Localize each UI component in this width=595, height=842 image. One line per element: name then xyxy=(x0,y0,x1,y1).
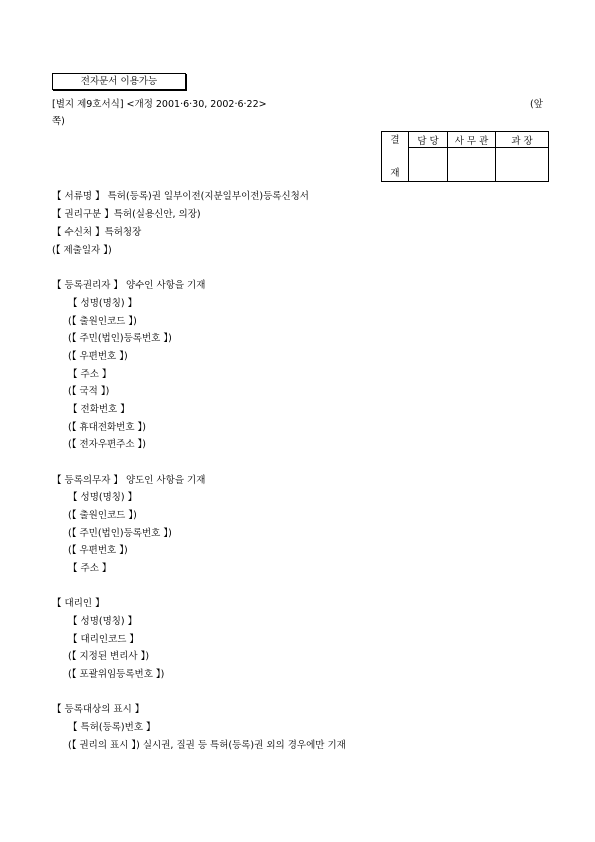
field-item: 【 특허(등록)번호 】 xyxy=(68,722,156,733)
field-item: 【 성명(명칭) 】 xyxy=(68,298,138,309)
approval-label xyxy=(382,132,409,182)
field-item: (【 우편번호 】) xyxy=(68,545,128,556)
field-item: (【 권리의 표시 】) 실시권, 질권 등 특허(등록)권 외의 경우에만 기재 xyxy=(68,740,346,751)
section-heading: 【 대리인 】 xyxy=(52,598,105,609)
approval-col-staff: 담 당 xyxy=(409,132,448,148)
approval-col-chief: 과 장 xyxy=(496,132,549,148)
section-heading: 【 등록대상의 표시 】 xyxy=(52,704,145,715)
field-item: (【 국적 】) xyxy=(68,386,110,397)
field-item: (【 우편번호 】) xyxy=(68,351,128,362)
field-item: (【 지정된 변리사 】) xyxy=(68,651,150,662)
approval-sign-officer xyxy=(448,148,496,182)
field-item: 【 전화번호 】 xyxy=(68,404,130,415)
electronic-document-box: 전자문서 이용가능 xyxy=(52,73,186,90)
approval-col-officer: 사 무 관 xyxy=(448,132,496,148)
approval-label-bottom: 재 xyxy=(390,167,400,179)
page-side-label-cont: 쪽) xyxy=(52,116,65,127)
approval-table xyxy=(381,131,549,182)
field-item: 【 대리인코드 】 xyxy=(68,634,139,645)
submit-date-line: (【 제출일자 】) xyxy=(52,245,112,256)
field-item: 【 성명(명칭) 】 xyxy=(68,616,138,627)
field-item: (【 휴대전화번호 】) xyxy=(68,422,147,433)
field-item: (【 전자우편주소 】) xyxy=(68,439,147,450)
approval-sign-staff xyxy=(409,148,448,182)
right-type-line: 【 권리구분 】특허(실용신안, 의장) xyxy=(52,209,201,220)
section-heading: 【 등록권리자 】 양수인 사항을 기재 xyxy=(52,280,206,291)
approval-sign-chief xyxy=(496,148,549,182)
field-item: 【 주소 】 xyxy=(68,563,112,574)
field-item: (【 주민(법인)등록번호 】) xyxy=(68,333,172,344)
doc-name-line: 【 서류명 】 특허(등록)권 일부이전(지분일부이전)등록신청서 xyxy=(52,191,309,202)
approval-label-top: 결 xyxy=(390,134,400,146)
field-item: 【 주소 】 xyxy=(68,369,112,380)
field-item: (【 포괄위임등록번호 】) xyxy=(68,669,165,680)
page-side-label: (앞 xyxy=(530,99,543,110)
form-number-line: [별지 제9호서식] <개정 2001·6·30, 2002·6·22> xyxy=(52,99,267,110)
field-item: (【 출원인코드 】) xyxy=(68,316,137,327)
section-heading: 【 등록의무자 】 양도인 사항을 기재 xyxy=(52,475,206,486)
field-item: (【 출원인코드 】) xyxy=(68,510,137,521)
field-item: 【 성명(명칭) 】 xyxy=(68,492,138,503)
recipient-line: 【 수신처 】특허청장 xyxy=(52,227,142,238)
field-item: (【 주민(법인)등록번호 】) xyxy=(68,528,172,539)
